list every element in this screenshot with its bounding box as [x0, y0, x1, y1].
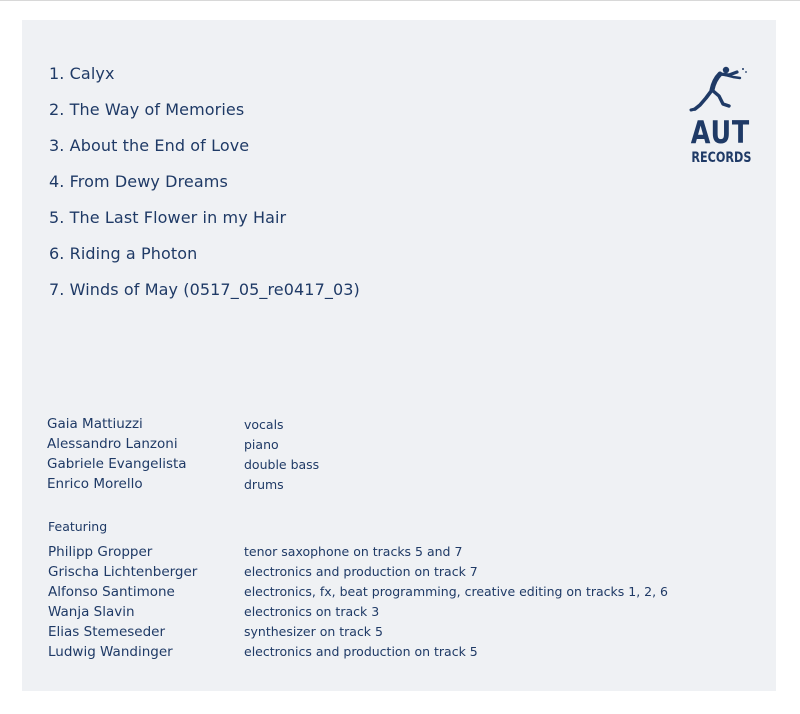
- track-item: 7. Winds of May (0517_05_re0417_03): [49, 280, 360, 299]
- featuring-heading: Featuring: [48, 519, 108, 534]
- track-item: 3. About the End of Love: [49, 136, 250, 155]
- musician-name: Enrico Morello: [47, 476, 143, 492]
- album-back-cover: [22, 20, 776, 691]
- logo-records-text: RECORDS: [691, 150, 752, 166]
- track-item: 4. From Dewy Dreams: [49, 172, 228, 191]
- guest-name: Ludwig Wandinger: [48, 644, 173, 660]
- guest-role: electronics, fx, beat programming, creative editing on tracks 1, 2, 6: [244, 584, 668, 599]
- top-border: [0, 0, 800, 1]
- guest-name: Alfonso Santimone: [48, 584, 175, 600]
- guest-role: electronics on track 3: [244, 604, 380, 619]
- musician-role: piano: [244, 437, 279, 452]
- musician-name: Gabriele Evangelista: [47, 456, 187, 472]
- guest-role: tenor saxophone on tracks 5 and 7: [244, 544, 463, 559]
- guest-name: Grischa Lichtenberger: [48, 564, 198, 580]
- guest-name: Elias Stemeseder: [48, 624, 166, 640]
- track-list: [49, 56, 360, 308]
- musician-role: vocals: [244, 417, 284, 432]
- runner-icon: [685, 63, 749, 115]
- guest-role: synthesizer on track 5: [244, 624, 383, 639]
- musician-role: drums: [244, 477, 284, 492]
- track-item: 6. Riding a Photon: [49, 244, 198, 263]
- musician-name: Alessandro Lanzoni: [47, 436, 178, 452]
- musician-name: Gaia Mattiuzzi: [47, 416, 143, 432]
- guest-role: electronics and production on track 7: [244, 564, 478, 579]
- aut-records-logo: [685, 63, 752, 193]
- logo-aut-text: AUT: [690, 115, 751, 151]
- track-item: 5. The Last Flower in my Hair: [49, 208, 287, 227]
- guest-role: electronics and production on track 5: [244, 644, 478, 659]
- track-item: 1. Calyx: [49, 64, 115, 83]
- guest-name: Philipp Gropper: [48, 544, 153, 560]
- guest-name: Wanja Slavin: [48, 604, 135, 620]
- track-item: 2. The Way of Memories: [49, 100, 245, 119]
- musician-role: double bass: [244, 457, 320, 472]
